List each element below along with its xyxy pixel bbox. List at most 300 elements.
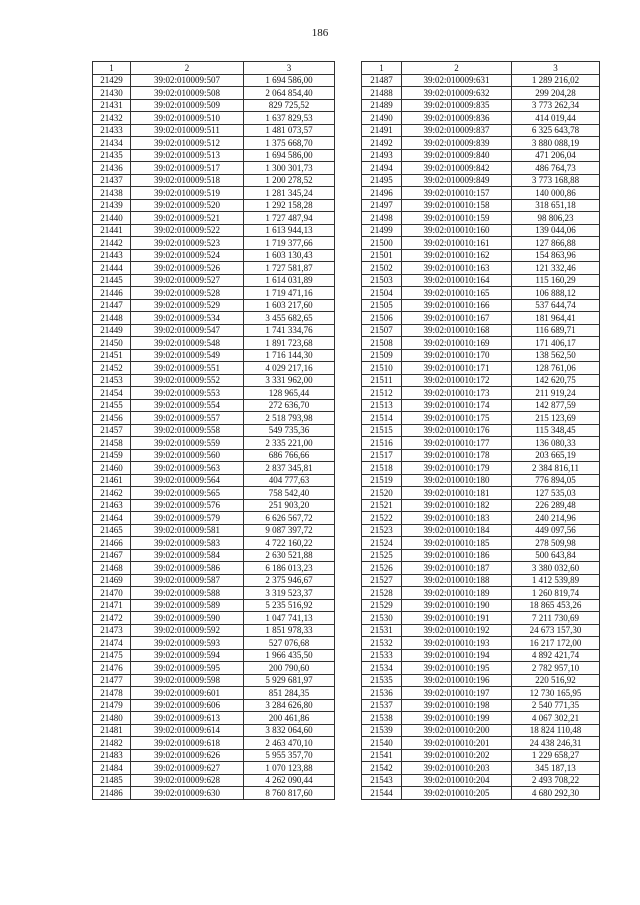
table-row bbox=[362, 349, 600, 362]
row-number-cell: 21539 bbox=[362, 724, 402, 737]
row-number-cell: 21532 bbox=[362, 637, 402, 650]
value-cell: 829 725,52 bbox=[244, 99, 335, 112]
row-number-cell: 21441 bbox=[93, 224, 131, 237]
value-cell: 2 540 771,35 bbox=[512, 699, 600, 712]
table-row bbox=[362, 662, 600, 675]
value-cell: 3 832 064,60 bbox=[244, 724, 335, 737]
cadastral-number-cell: 39:02:010009:835 bbox=[402, 99, 512, 112]
row-number-cell: 21449 bbox=[93, 324, 131, 337]
cadastral-number-cell: 39:02:010010:172 bbox=[402, 374, 512, 387]
row-number-cell: 21523 bbox=[362, 524, 402, 537]
table-row bbox=[93, 349, 335, 362]
row-number-cell: 21475 bbox=[93, 649, 131, 662]
table-row bbox=[93, 262, 335, 275]
row-number-cell: 21434 bbox=[93, 137, 131, 150]
table-row bbox=[362, 674, 600, 687]
row-number-cell: 21514 bbox=[362, 412, 402, 425]
table-row bbox=[362, 474, 600, 487]
cadastral-number-cell: 39:02:010009:627 bbox=[131, 762, 244, 775]
cadastral-number-cell: 39:02:010009:618 bbox=[131, 737, 244, 750]
cadastral-number-cell: 39:02:010009:849 bbox=[402, 174, 512, 187]
value-cell: 2 463 470,10 bbox=[244, 737, 335, 750]
cadastral-number-cell: 39:02:010010:198 bbox=[402, 699, 512, 712]
row-number-cell: 21505 bbox=[362, 299, 402, 312]
row-number-cell: 21489 bbox=[362, 99, 402, 112]
value-cell: 12 730 165,95 bbox=[512, 687, 600, 700]
cadastral-number-cell: 39:02:010010:186 bbox=[402, 549, 512, 562]
row-number-cell: 21496 bbox=[362, 187, 402, 200]
row-number-cell: 21445 bbox=[93, 274, 131, 287]
value-cell: 1 375 668,70 bbox=[244, 137, 335, 150]
table-row bbox=[362, 137, 600, 150]
cadastral-number-cell: 39:02:010009:588 bbox=[131, 587, 244, 600]
cadastral-number-cell: 39:02:010009:547 bbox=[131, 324, 244, 337]
cadastral-number-cell: 39:02:010009:521 bbox=[131, 212, 244, 225]
table-row bbox=[362, 287, 600, 300]
row-number-cell: 21503 bbox=[362, 274, 402, 287]
table-row bbox=[362, 312, 600, 325]
table-row bbox=[362, 462, 600, 475]
data-table-left bbox=[92, 61, 335, 800]
value-cell: 1 614 031,89 bbox=[244, 274, 335, 287]
row-number-cell: 21504 bbox=[362, 287, 402, 300]
row-number-cell: 21540 bbox=[362, 737, 402, 750]
column-header-2: 2 bbox=[402, 62, 512, 75]
row-number-cell: 21499 bbox=[362, 224, 402, 237]
value-cell: 1 070 123,88 bbox=[244, 762, 335, 775]
row-number-cell: 21492 bbox=[362, 137, 402, 150]
row-number-cell: 21470 bbox=[93, 587, 131, 600]
cadastral-number-cell: 39:02:010009:564 bbox=[131, 474, 244, 487]
table-row bbox=[93, 662, 335, 675]
table-row bbox=[362, 774, 600, 787]
row-number-cell: 21429 bbox=[93, 74, 131, 87]
value-cell: 537 644,74 bbox=[512, 299, 600, 312]
table-row bbox=[362, 262, 600, 275]
value-cell: 24 438 246,31 bbox=[512, 737, 600, 750]
cadastral-number-cell: 39:02:010010:192 bbox=[402, 624, 512, 637]
cadastral-number-cell: 39:02:010010:190 bbox=[402, 599, 512, 612]
value-cell: 142 620,75 bbox=[512, 374, 600, 387]
row-number-cell: 21500 bbox=[362, 237, 402, 250]
value-cell: 251 903,20 bbox=[244, 499, 335, 512]
cadastral-number-cell: 39:02:010010:179 bbox=[402, 462, 512, 475]
cadastral-number-cell: 39:02:010009:558 bbox=[131, 424, 244, 437]
row-number-cell: 21438 bbox=[93, 187, 131, 200]
value-cell: 18 824 110,48 bbox=[512, 724, 600, 737]
cadastral-number-cell: 39:02:010009:513 bbox=[131, 149, 244, 162]
cadastral-number-cell: 39:02:010010:202 bbox=[402, 749, 512, 762]
value-cell: 1 719 377,66 bbox=[244, 237, 335, 250]
table-row bbox=[93, 749, 335, 762]
row-number-cell: 21543 bbox=[362, 774, 402, 787]
table-row bbox=[93, 437, 335, 450]
table-row bbox=[93, 737, 335, 750]
table-row bbox=[93, 599, 335, 612]
cadastral-number-cell: 39:02:010010:170 bbox=[402, 349, 512, 362]
value-cell: 471 206,04 bbox=[512, 149, 600, 162]
value-cell: 200 790,60 bbox=[244, 662, 335, 675]
row-number-cell: 21443 bbox=[93, 249, 131, 262]
row-number-cell: 21448 bbox=[93, 312, 131, 325]
cadastral-number-cell: 39:02:010009:584 bbox=[131, 549, 244, 562]
cadastral-number-cell: 39:02:010010:178 bbox=[402, 449, 512, 462]
cadastral-number-cell: 39:02:010009:836 bbox=[402, 112, 512, 125]
cadastral-number-cell: 39:02:010009:522 bbox=[131, 224, 244, 237]
value-cell: 116 689,71 bbox=[512, 324, 600, 337]
value-cell: 4 722 160,22 bbox=[244, 537, 335, 550]
table-row bbox=[362, 724, 600, 737]
row-number-cell: 21509 bbox=[362, 349, 402, 362]
cadastral-number-cell: 39:02:010010:204 bbox=[402, 774, 512, 787]
cadastral-number-cell: 39:02:010009:507 bbox=[131, 74, 244, 87]
value-cell: 2 782 957,10 bbox=[512, 662, 600, 675]
table-row bbox=[362, 99, 600, 112]
table-row bbox=[93, 724, 335, 737]
value-cell: 345 187,13 bbox=[512, 762, 600, 775]
value-cell: 98 806,23 bbox=[512, 212, 600, 225]
row-number-cell: 21501 bbox=[362, 249, 402, 262]
value-cell: 154 863,96 bbox=[512, 249, 600, 262]
row-number-cell: 21432 bbox=[93, 112, 131, 125]
cadastral-number-cell: 39:02:010009:565 bbox=[131, 487, 244, 500]
cadastral-number-cell: 39:02:010010:166 bbox=[402, 299, 512, 312]
value-cell: 4 067 302,21 bbox=[512, 712, 600, 725]
value-cell: 1 637 829,53 bbox=[244, 112, 335, 125]
value-cell: 142 877,59 bbox=[512, 399, 600, 412]
table-row bbox=[93, 524, 335, 537]
value-cell: 486 764,73 bbox=[512, 162, 600, 175]
table-row bbox=[93, 249, 335, 262]
cadastral-number-cell: 39:02:010010:189 bbox=[402, 587, 512, 600]
table-row bbox=[362, 737, 600, 750]
row-number-cell: 21463 bbox=[93, 499, 131, 512]
row-number-cell: 21436 bbox=[93, 162, 131, 175]
row-number-cell: 21533 bbox=[362, 649, 402, 662]
table-row bbox=[362, 249, 600, 262]
cadastral-number-cell: 39:02:010009:842 bbox=[402, 162, 512, 175]
cadastral-number-cell: 39:02:010009:509 bbox=[131, 99, 244, 112]
table-row bbox=[362, 424, 600, 437]
row-number-cell: 21521 bbox=[362, 499, 402, 512]
row-number-cell: 21490 bbox=[362, 112, 402, 125]
row-number-cell: 21487 bbox=[362, 74, 402, 87]
value-cell: 215 123,69 bbox=[512, 412, 600, 425]
cadastral-number-cell: 39:02:010009:601 bbox=[131, 687, 244, 700]
table-row bbox=[362, 199, 600, 212]
table-row bbox=[362, 162, 600, 175]
value-cell: 4 680 292,30 bbox=[512, 787, 600, 800]
cadastral-number-cell: 39:02:010009:552 bbox=[131, 374, 244, 387]
table-row bbox=[362, 787, 600, 800]
row-number-cell: 21534 bbox=[362, 662, 402, 675]
table-row bbox=[93, 174, 335, 187]
value-cell: 3 331 962,00 bbox=[244, 374, 335, 387]
value-cell: 6 186 013,23 bbox=[244, 562, 335, 575]
row-number-cell: 21518 bbox=[362, 462, 402, 475]
cadastral-number-cell: 39:02:010010:185 bbox=[402, 537, 512, 550]
cadastral-number-cell: 39:02:010010:161 bbox=[402, 237, 512, 250]
cadastral-number-cell: 39:02:010009:630 bbox=[131, 787, 244, 800]
value-cell: 1 603 130,43 bbox=[244, 249, 335, 262]
table-row bbox=[93, 637, 335, 650]
row-number-cell: 21458 bbox=[93, 437, 131, 450]
row-number-cell: 21467 bbox=[93, 549, 131, 562]
value-cell: 1 300 301,73 bbox=[244, 162, 335, 175]
value-cell: 3 773 262,34 bbox=[512, 99, 600, 112]
row-number-cell: 21522 bbox=[362, 512, 402, 525]
value-cell: 6 626 567,72 bbox=[244, 512, 335, 525]
value-cell: 1 603 217,60 bbox=[244, 299, 335, 312]
table-row bbox=[362, 324, 600, 337]
value-cell: 2 335 221,00 bbox=[244, 437, 335, 450]
value-cell: 527 076,68 bbox=[244, 637, 335, 650]
value-cell: 1 727 581,87 bbox=[244, 262, 335, 275]
table-row bbox=[362, 687, 600, 700]
row-number-cell: 21459 bbox=[93, 449, 131, 462]
value-cell: 404 777,63 bbox=[244, 474, 335, 487]
cadastral-number-cell: 39:02:010009:613 bbox=[131, 712, 244, 725]
row-number-cell: 21491 bbox=[362, 124, 402, 137]
table-row bbox=[362, 487, 600, 500]
cadastral-number-cell: 39:02:010010:164 bbox=[402, 274, 512, 287]
row-number-cell: 21452 bbox=[93, 362, 131, 375]
table-row bbox=[93, 512, 335, 525]
row-number-cell: 21506 bbox=[362, 312, 402, 325]
data-table-right bbox=[361, 61, 600, 800]
cadastral-number-cell: 39:02:010010:165 bbox=[402, 287, 512, 300]
table-row bbox=[93, 499, 335, 512]
table-row bbox=[93, 212, 335, 225]
row-number-cell: 21528 bbox=[362, 587, 402, 600]
cadastral-number-cell: 39:02:010009:529 bbox=[131, 299, 244, 312]
table-row bbox=[362, 449, 600, 462]
table-row bbox=[93, 312, 335, 325]
table-row bbox=[362, 624, 600, 637]
table-row bbox=[93, 362, 335, 375]
cadastral-number-cell: 39:02:010010:184 bbox=[402, 524, 512, 537]
column-header-1: 1 bbox=[93, 62, 131, 75]
value-cell: 278 509,98 bbox=[512, 537, 600, 550]
value-cell: 758 542,40 bbox=[244, 487, 335, 500]
value-cell: 449 097,56 bbox=[512, 524, 600, 537]
value-cell: 1 716 144,30 bbox=[244, 349, 335, 362]
row-number-cell: 21478 bbox=[93, 687, 131, 700]
table-row bbox=[93, 424, 335, 437]
row-number-cell: 21536 bbox=[362, 687, 402, 700]
value-cell: 3 455 682,65 bbox=[244, 312, 335, 325]
table-row bbox=[93, 324, 335, 337]
value-cell: 1 289 216,02 bbox=[512, 74, 600, 87]
cadastral-number-cell: 39:02:010010:171 bbox=[402, 362, 512, 375]
value-cell: 2 493 708,22 bbox=[512, 774, 600, 787]
table-row bbox=[93, 674, 335, 687]
table-row bbox=[93, 337, 335, 350]
row-number-cell: 21512 bbox=[362, 387, 402, 400]
cadastral-number-cell: 39:02:010010:205 bbox=[402, 787, 512, 800]
cadastral-number-cell: 39:02:010010:167 bbox=[402, 312, 512, 325]
table-row bbox=[93, 112, 335, 125]
row-number-cell: 21541 bbox=[362, 749, 402, 762]
cadastral-number-cell: 39:02:010009:518 bbox=[131, 174, 244, 187]
value-cell: 4 262 090,44 bbox=[244, 774, 335, 787]
row-number-cell: 21457 bbox=[93, 424, 131, 437]
table-row bbox=[93, 712, 335, 725]
value-cell: 1 891 723,68 bbox=[244, 337, 335, 350]
value-cell: 1 694 586,00 bbox=[244, 149, 335, 162]
value-cell: 776 894,05 bbox=[512, 474, 600, 487]
value-cell: 4 892 421,74 bbox=[512, 649, 600, 662]
cadastral-number-cell: 39:02:010009:527 bbox=[131, 274, 244, 287]
value-cell: 2 375 946,67 bbox=[244, 574, 335, 587]
value-cell: 5 235 516,92 bbox=[244, 599, 335, 612]
cadastral-number-cell: 39:02:010010:188 bbox=[402, 574, 512, 587]
table-row bbox=[362, 362, 600, 375]
table-row bbox=[362, 749, 600, 762]
row-number-cell: 21527 bbox=[362, 574, 402, 587]
table-row bbox=[93, 162, 335, 175]
table-row bbox=[93, 649, 335, 662]
value-cell: 1 851 978,33 bbox=[244, 624, 335, 637]
value-cell: 8 760 817,60 bbox=[244, 787, 335, 800]
value-cell: 1 966 435,50 bbox=[244, 649, 335, 662]
cadastral-number-cell: 39:02:010009:510 bbox=[131, 112, 244, 125]
value-cell: 139 044,06 bbox=[512, 224, 600, 237]
table-row bbox=[362, 699, 600, 712]
cadastral-number-cell: 39:02:010009:563 bbox=[131, 462, 244, 475]
table-row bbox=[93, 274, 335, 287]
cadastral-number-cell: 39:02:010009:551 bbox=[131, 362, 244, 375]
table-row bbox=[362, 212, 600, 225]
cadastral-number-cell: 39:02:010010:183 bbox=[402, 512, 512, 525]
value-cell: 181 964,41 bbox=[512, 312, 600, 325]
cadastral-number-cell: 39:02:010009:590 bbox=[131, 612, 244, 625]
value-cell: 1 047 741,13 bbox=[244, 612, 335, 625]
row-number-cell: 21472 bbox=[93, 612, 131, 625]
row-number-cell: 21462 bbox=[93, 487, 131, 500]
cadastral-number-cell: 39:02:010009:512 bbox=[131, 137, 244, 150]
row-number-cell: 21537 bbox=[362, 699, 402, 712]
value-cell: 1 613 944,13 bbox=[244, 224, 335, 237]
row-number-cell: 21469 bbox=[93, 574, 131, 587]
table-row bbox=[362, 549, 600, 562]
cadastral-number-cell: 39:02:010009:632 bbox=[402, 87, 512, 100]
row-number-cell: 21498 bbox=[362, 212, 402, 225]
value-cell: 5 955 357,70 bbox=[244, 749, 335, 762]
column-header-1: 1 bbox=[362, 62, 402, 75]
value-cell: 1 229 658,27 bbox=[512, 749, 600, 762]
row-number-cell: 21437 bbox=[93, 174, 131, 187]
table-row bbox=[362, 762, 600, 775]
row-number-cell: 21474 bbox=[93, 637, 131, 650]
row-number-cell: 21431 bbox=[93, 99, 131, 112]
cadastral-number-cell: 39:02:010009:631 bbox=[402, 74, 512, 87]
cadastral-number-cell: 39:02:010009:614 bbox=[131, 724, 244, 737]
row-number-cell: 21465 bbox=[93, 524, 131, 537]
table-row bbox=[362, 499, 600, 512]
row-number-cell: 21538 bbox=[362, 712, 402, 725]
cadastral-number-cell: 39:02:010009:553 bbox=[131, 387, 244, 400]
table-row bbox=[362, 524, 600, 537]
table-row bbox=[362, 599, 600, 612]
cadastral-number-cell: 39:02:010009:840 bbox=[402, 149, 512, 162]
table-row bbox=[362, 74, 600, 87]
column-header-3: 3 bbox=[244, 62, 335, 75]
value-cell: 1 281 345,24 bbox=[244, 187, 335, 200]
row-number-cell: 21444 bbox=[93, 262, 131, 275]
value-cell: 115 160,29 bbox=[512, 274, 600, 287]
table-header-row bbox=[362, 62, 600, 75]
value-cell: 140 000,86 bbox=[512, 187, 600, 200]
row-number-cell: 21493 bbox=[362, 149, 402, 162]
cadastral-number-cell: 39:02:010010:175 bbox=[402, 412, 512, 425]
table-row bbox=[93, 462, 335, 475]
cadastral-number-cell: 39:02:010009:589 bbox=[131, 599, 244, 612]
cadastral-number-cell: 39:02:010009:523 bbox=[131, 237, 244, 250]
cadastral-number-cell: 39:02:010010:187 bbox=[402, 562, 512, 575]
row-number-cell: 21468 bbox=[93, 562, 131, 575]
table-row bbox=[93, 562, 335, 575]
table-row bbox=[93, 762, 335, 775]
value-cell: 127 535,03 bbox=[512, 487, 600, 500]
value-cell: 500 643,84 bbox=[512, 549, 600, 562]
cadastral-number-cell: 39:02:010010:194 bbox=[402, 649, 512, 662]
row-number-cell: 21529 bbox=[362, 599, 402, 612]
table-row bbox=[93, 74, 335, 87]
row-number-cell: 21455 bbox=[93, 399, 131, 412]
row-number-cell: 21430 bbox=[93, 87, 131, 100]
cadastral-number-cell: 39:02:010009:549 bbox=[131, 349, 244, 362]
cadastral-number-cell: 39:02:010009:587 bbox=[131, 574, 244, 587]
row-number-cell: 21530 bbox=[362, 612, 402, 625]
table-row bbox=[93, 99, 335, 112]
value-cell: 2 064 854,40 bbox=[244, 87, 335, 100]
cadastral-number-cell: 39:02:010009:839 bbox=[402, 137, 512, 150]
cadastral-number-cell: 39:02:010009:592 bbox=[131, 624, 244, 637]
table-row bbox=[93, 237, 335, 250]
cadastral-number-cell: 39:02:010009:557 bbox=[131, 412, 244, 425]
row-number-cell: 21515 bbox=[362, 424, 402, 437]
row-number-cell: 21440 bbox=[93, 212, 131, 225]
value-cell: 1 412 539,89 bbox=[512, 574, 600, 587]
cadastral-number-cell: 39:02:010009:606 bbox=[131, 699, 244, 712]
value-cell: 2 837 345,81 bbox=[244, 462, 335, 475]
cadastral-number-cell: 39:02:010009:520 bbox=[131, 199, 244, 212]
value-cell: 115 348,45 bbox=[512, 424, 600, 437]
table-row bbox=[93, 374, 335, 387]
table-row bbox=[362, 537, 600, 550]
value-cell: 1 727 487,94 bbox=[244, 212, 335, 225]
table-row bbox=[362, 637, 600, 650]
table-row bbox=[362, 87, 600, 100]
table-row bbox=[93, 474, 335, 487]
page-number: 186 bbox=[311, 27, 329, 39]
table-row bbox=[362, 149, 600, 162]
table-row bbox=[93, 487, 335, 500]
cadastral-number-cell: 39:02:010010:168 bbox=[402, 324, 512, 337]
row-number-cell: 21517 bbox=[362, 449, 402, 462]
row-number-cell: 21542 bbox=[362, 762, 402, 775]
table-row bbox=[362, 224, 600, 237]
table-row bbox=[362, 174, 600, 187]
cadastral-number-cell: 39:02:010010:177 bbox=[402, 437, 512, 450]
cadastral-number-cell: 39:02:010010:162 bbox=[402, 249, 512, 262]
row-number-cell: 21480 bbox=[93, 712, 131, 725]
table-row bbox=[93, 699, 335, 712]
table-header-row bbox=[93, 62, 335, 75]
table-row bbox=[362, 337, 600, 350]
table-row bbox=[362, 112, 600, 125]
